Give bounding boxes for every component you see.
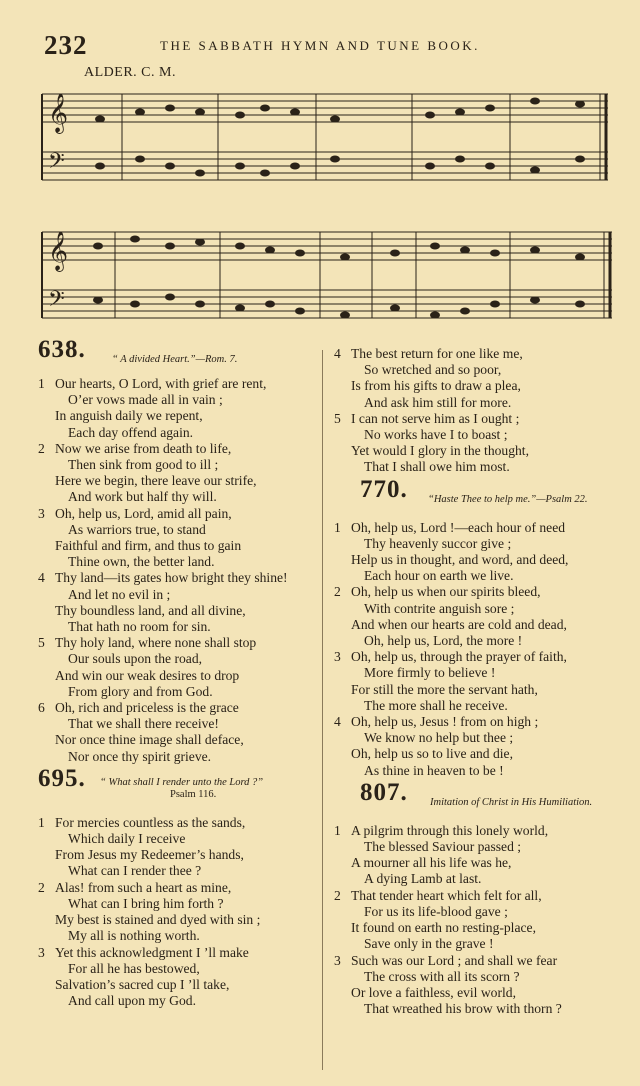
stanza-number: 3 bbox=[38, 944, 45, 960]
verse-line: Each day offend again. bbox=[68, 424, 194, 440]
verse-line: Thy heavenly succor give ; bbox=[364, 535, 512, 551]
verse-line: O’er vows made all in vain ; bbox=[68, 392, 223, 408]
verse-line: And work but half thy will. bbox=[68, 489, 217, 505]
hymn-title: “Haste Thee to help me.”—Psalm 22. bbox=[428, 493, 588, 505]
hymn-header bbox=[334, 778, 634, 823]
verse-line: That I shall owe him most. bbox=[364, 459, 510, 475]
verse-line: Oh, help us, Lord !—each hour of need bbox=[351, 519, 566, 535]
verse-line: Nor once thine image shall deface, bbox=[55, 732, 244, 748]
verse-line: Salvation’s sacred cup I ’ll take, bbox=[55, 976, 230, 992]
svg-text:𝄢: 𝄢 bbox=[48, 149, 65, 179]
verse-line: And let no evil in ; bbox=[68, 586, 171, 602]
stanza-number: 1 bbox=[334, 822, 341, 838]
verse-line: No works have I to boast ; bbox=[364, 427, 508, 443]
verse-line: I can not serve him as I ought ; bbox=[351, 410, 520, 426]
stanza bbox=[38, 700, 320, 765]
verse-line: Oh, help us when our spirits bleed, bbox=[351, 584, 541, 600]
stanza-number: 1 bbox=[38, 376, 45, 391]
verse-line: Here we begin, there leave our strife, bbox=[55, 473, 257, 489]
verse-line: Oh, help us, Lord, the more ! bbox=[364, 633, 523, 649]
verse-line: And when our hearts are cold and dead, bbox=[351, 616, 567, 632]
verse-line: For all he has bestowed, bbox=[68, 960, 200, 976]
verse-line: Now we arise from death to life, bbox=[55, 440, 232, 456]
stanza bbox=[334, 411, 634, 476]
stanza bbox=[38, 570, 320, 635]
verse-line: Oh, help us, through the prayer of faith, bbox=[351, 649, 567, 665]
svg-text:𝄢: 𝄢 bbox=[48, 287, 65, 317]
stanza-number: 3 bbox=[334, 952, 341, 968]
right-column bbox=[334, 346, 634, 1017]
hymn-title-ref: Psalm 116. bbox=[170, 788, 217, 800]
verse-line: For us its life-blood gave ; bbox=[364, 903, 508, 919]
stanza-number: 2 bbox=[334, 887, 341, 903]
verse-line: As thine in heaven to be ! bbox=[364, 762, 504, 778]
verse-line: What can I bring him forth ? bbox=[68, 895, 224, 911]
verse-line: And win our weak desires to drop bbox=[55, 667, 240, 683]
verse-line: From glory and from God. bbox=[68, 683, 213, 699]
verse-line: That we shall there receive! bbox=[68, 716, 219, 732]
verse-line: A pilgrim through this lonely world, bbox=[351, 822, 549, 838]
hymn-number: 638. bbox=[38, 336, 86, 363]
verse-line: So wretched and so poor, bbox=[364, 362, 502, 378]
column-divider bbox=[322, 350, 323, 1070]
verse-line: My all is nothing worth. bbox=[68, 928, 200, 944]
verse-line: Oh, help us, Lord, amid all pain, bbox=[55, 505, 232, 521]
hymn-header bbox=[38, 764, 320, 815]
verse-line: The blessed Saviour passed ; bbox=[364, 839, 522, 855]
stanza bbox=[334, 714, 634, 779]
verse-line: Our hearts, O Lord, with grief are rent, bbox=[55, 376, 267, 391]
hymn-695-continued-stanzas bbox=[334, 346, 634, 476]
verse-line: Oh, help us so to live and die, bbox=[351, 746, 513, 762]
verse-line: In anguish daily we repent, bbox=[55, 408, 203, 424]
hymn-number: 695. bbox=[38, 764, 86, 792]
verse-line: Our souls upon the road, bbox=[68, 651, 203, 667]
verse-line: Each hour on earth we live. bbox=[364, 568, 514, 584]
running-head: THE SABBATH HYMN AND TUNE BOOK. bbox=[160, 38, 480, 53]
verse-line: Yet this acknowledgment I ’ll make bbox=[55, 944, 249, 960]
stanza-number: 1 bbox=[38, 814, 45, 830]
left-column bbox=[38, 336, 320, 1009]
music-system-2 bbox=[0, 220, 640, 330]
verse-line: Then sink from good to ill ; bbox=[68, 457, 219, 473]
stanza-number: 2 bbox=[334, 584, 341, 600]
verse-line: With contrite anguish sore ; bbox=[364, 600, 515, 616]
verse-line: Oh, rich and priceless is the grace bbox=[55, 700, 239, 716]
verse-line: What can I render thee ? bbox=[68, 863, 202, 879]
verse-line: As warriors true, to stand bbox=[68, 521, 206, 537]
music-system-1 bbox=[0, 82, 640, 192]
verse-line: A mourner all his life was he, bbox=[351, 855, 512, 871]
stanza-number: 5 bbox=[38, 635, 45, 651]
verse-line: Help us in thought, and word, and deed, bbox=[351, 552, 569, 568]
hymn-695-stanzas bbox=[38, 815, 320, 1009]
stanza-number: 6 bbox=[38, 700, 45, 716]
hymn-title: Imitation of Christ in His Humiliation. bbox=[430, 796, 593, 808]
stanza bbox=[334, 520, 634, 585]
stanza-number: 2 bbox=[38, 440, 45, 456]
verse-line: My best is stained and dyed with sin ; bbox=[55, 912, 261, 928]
verse-line: Thy holy land, where none shall stop bbox=[55, 635, 257, 651]
stanza bbox=[38, 376, 320, 441]
verse-line: Nor once thy spirit grieve. bbox=[68, 748, 212, 764]
verse-line: For still the more the servant hath, bbox=[351, 681, 538, 697]
verse-line: More firmly to believe ! bbox=[364, 665, 496, 681]
verse-line: A dying Lamb at last. bbox=[364, 871, 482, 887]
verse-line: That wreathed his brow with thorn ? bbox=[364, 1001, 562, 1017]
verse-line: It found on earth no resting-place, bbox=[351, 920, 536, 936]
verse-line: Yet would I glory in the thought, bbox=[351, 443, 529, 459]
verse-line: Thy land—its gates how bright they shine! bbox=[55, 570, 288, 586]
svg-text:𝄞: 𝄞 bbox=[48, 93, 69, 133]
stanza bbox=[38, 506, 320, 571]
hymn-638-stanzas bbox=[38, 376, 320, 765]
verse-line: Thy boundless land, and all divine, bbox=[55, 602, 246, 618]
verse-line: Is from his gifts to draw a plea, bbox=[351, 378, 521, 394]
page-number: 232 bbox=[44, 30, 88, 60]
verse-line: Faithful and firm, and thus to gain bbox=[55, 538, 242, 554]
verse-line: That hath no room for sin. bbox=[68, 619, 211, 635]
stanza-number: 4 bbox=[334, 714, 341, 730]
stanza bbox=[334, 584, 634, 649]
verse-line: And call upon my God. bbox=[68, 993, 196, 1009]
stanza bbox=[38, 815, 320, 880]
hymn-title: “ What shall I render unto the Lord ?” bbox=[100, 776, 264, 788]
verse-line: The cross with all its scorn ? bbox=[364, 968, 520, 984]
stanza-number: 4 bbox=[334, 346, 341, 361]
verse-line: From Jesus my Redeemer’s hands, bbox=[55, 847, 244, 863]
verse-line: That tender heart which felt for all, bbox=[351, 887, 542, 903]
stanza bbox=[38, 945, 320, 1010]
hymn-header bbox=[38, 336, 320, 376]
stanza bbox=[38, 441, 320, 506]
tune-name: ALDER. C. M. bbox=[84, 65, 176, 80]
stanza-number: 5 bbox=[334, 410, 341, 426]
hymn-number: 807. bbox=[360, 778, 408, 806]
stanza-number: 2 bbox=[38, 879, 45, 895]
stanza bbox=[38, 880, 320, 945]
stanza-number: 4 bbox=[38, 570, 45, 586]
verse-line: We know no help but thee ; bbox=[364, 730, 514, 746]
verse-line: Thine own, the better land. bbox=[68, 554, 215, 570]
hymn-770-stanzas bbox=[334, 520, 634, 779]
hymn-807-stanzas bbox=[334, 823, 634, 1017]
svg-text:𝄞: 𝄞 bbox=[48, 231, 69, 271]
stanza bbox=[334, 953, 634, 1018]
stanza bbox=[334, 346, 634, 411]
stanza-number: 1 bbox=[334, 519, 341, 535]
hymn-title: “ A divided Heart.”—Rom. 7. bbox=[112, 354, 238, 365]
verse-line: The more shall he receive. bbox=[364, 697, 508, 713]
verse-line: Save only in the grave ! bbox=[364, 936, 494, 952]
verse-line: For mercies countless as the sands, bbox=[55, 814, 246, 830]
verse-line: Or love a faithless, evil world, bbox=[351, 984, 516, 1000]
verse-line: Which daily I receive bbox=[68, 831, 186, 847]
stanza bbox=[334, 888, 634, 953]
stanza-number: 3 bbox=[38, 505, 45, 521]
hymn-number: 770. bbox=[360, 475, 408, 503]
verse-line: Such was our Lord ; and shall we fear bbox=[351, 952, 558, 968]
hymn-header bbox=[334, 475, 634, 520]
stanza bbox=[38, 635, 320, 700]
verse-line: Oh, help us, Jesus ! from on high ; bbox=[351, 714, 539, 730]
verse-line: Alas! from such a heart as mine, bbox=[55, 879, 232, 895]
stanza-number: 3 bbox=[334, 649, 341, 665]
verse-line: The best return for one like me, bbox=[351, 346, 523, 361]
stanza bbox=[334, 649, 634, 714]
verse-line: And ask him still for more. bbox=[364, 394, 512, 410]
stanza bbox=[334, 823, 634, 888]
